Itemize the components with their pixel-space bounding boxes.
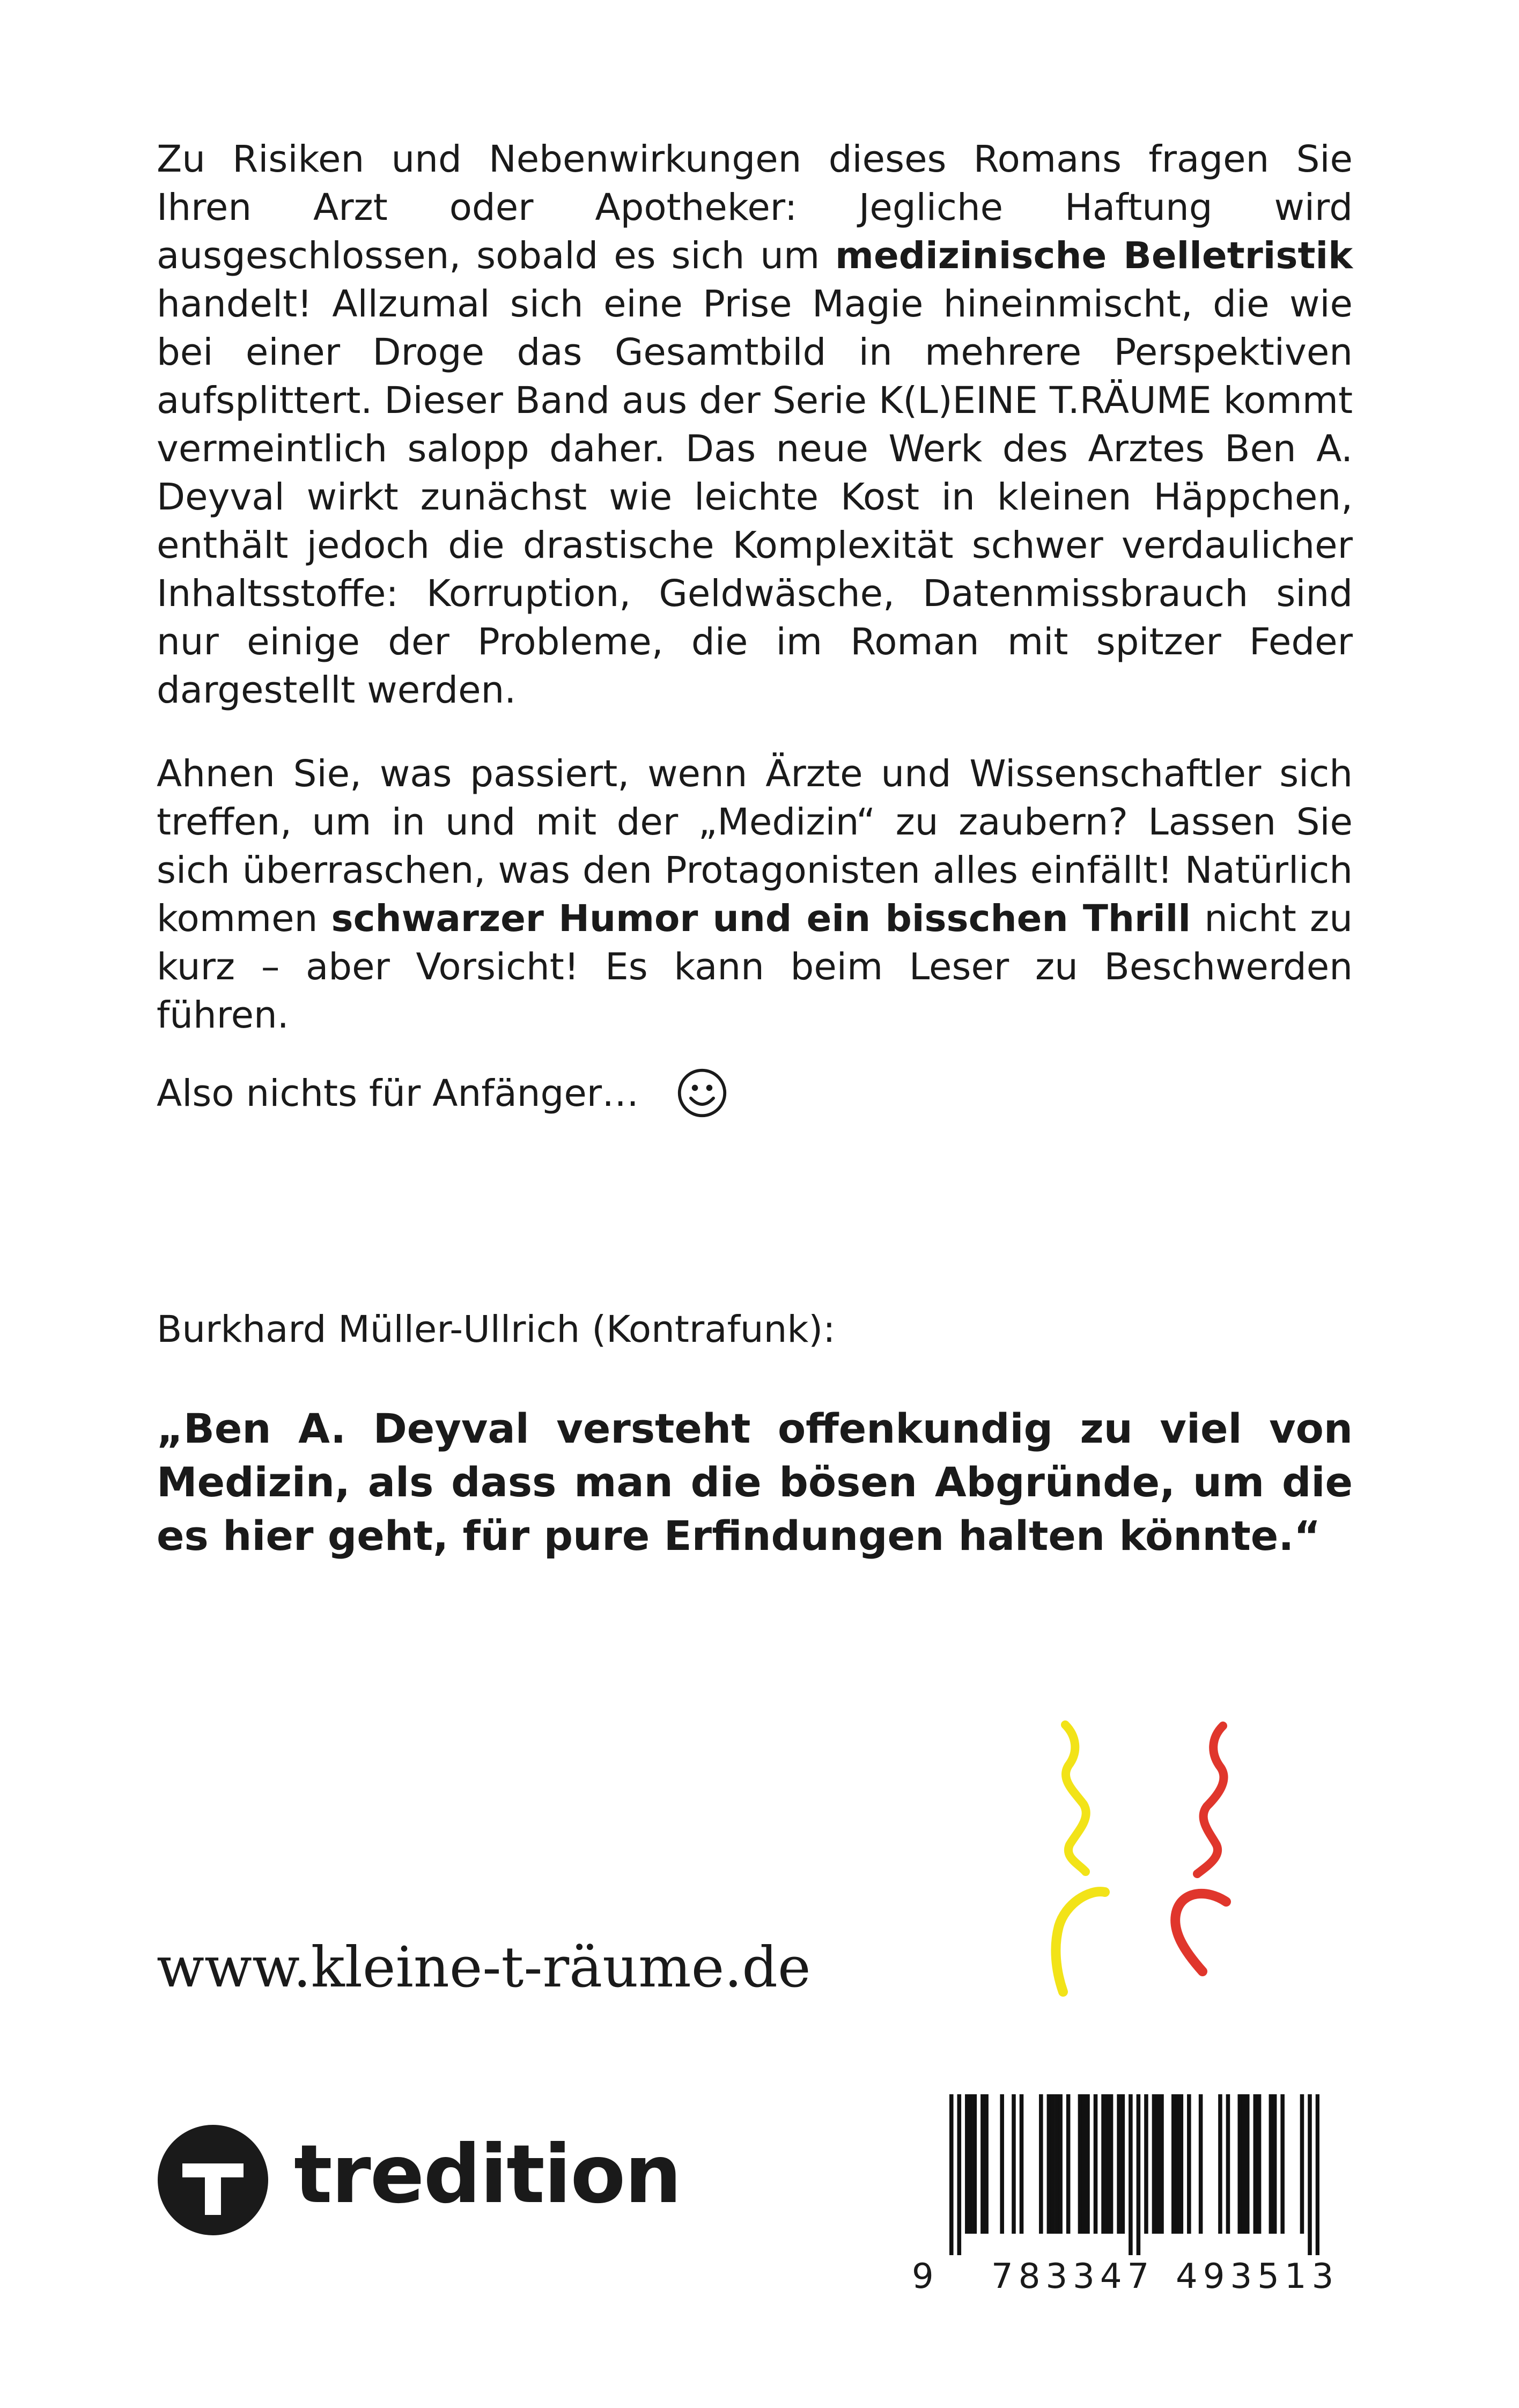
barcode-bar [1187, 2094, 1191, 2234]
barcode-bars [949, 2094, 1319, 2255]
barcode-bar [1020, 2094, 1024, 2234]
barcode-bar [1245, 2094, 1250, 2234]
barcode-bar [1160, 2094, 1164, 2234]
blurb-paragraph-2 [157, 750, 1353, 1039]
barcode-bar [1039, 2094, 1043, 2234]
barcode-bar [1047, 2094, 1051, 2234]
barcode-bar [1226, 2094, 1230, 2234]
barcode-bar [1086, 2094, 1090, 2234]
barcode-first-digit: 9 [912, 2257, 934, 2296]
barcode-bar [1117, 2094, 1121, 2234]
tredition-logo-icon [157, 2124, 269, 2236]
barcode-bar [1129, 2094, 1133, 2255]
barcode-bar [1152, 2094, 1156, 2234]
barcode-bar [1055, 2094, 1059, 2234]
blurb-p1-text-c: handelt! Allzumal sich eine Prise Magie hineinmischt, die wie bei einer Droge das Gesamtbild in mehrere Perspektiven aufsplittert. Dieser Band aus der Serie K(L)EINE T.RÄUME kommt vermeintlich salopp daher. Das neue Werk des Arztes Ben A. Deyval wirkt zunächst wie leichte Kost in kleinen Häppchen, enthält jedoch die drastische Komplexität schwer verdaulicher Inhaltsstoffe: Korruption, Geldwäsche, Datenmissbrauch sind nur einige der Probleme, die im Roman mit spitzer Feder dargestellt werden. [157, 283, 1353, 712]
barcode-bar [1316, 2094, 1319, 2255]
barcode-bar [1218, 2094, 1222, 2234]
barcode-bar [1109, 2094, 1114, 2234]
barcode-bar [1171, 2094, 1176, 2234]
blurb-p1-text-a: Zu Risiken und Nebenwirkungen dieses Romans fragen Sie Ihren Arzt oder Apotheker: Jegliche Haftung wird ausgeschlossen, sobald es sich um [157, 138, 1353, 277]
review-quote: „Ben A. Deyval versteht offenkundig zu viel von Medizin, als dass man die bösen Abgründe, um die es hier geht, für pure Erfindungen halten könnte.“ [157, 1405, 1353, 1560]
barcode-bar [1179, 2094, 1184, 2234]
barcode-right-digits: 493513 [1176, 2257, 1339, 2296]
barcode-bar [980, 2094, 985, 2234]
isbn-barcode [901, 2094, 1341, 2309]
smiley-icon [676, 1067, 728, 1119]
barcode-bar [1269, 2094, 1273, 2234]
review-author: Burkhard Müller-Ullrich (Kontrafunk): [157, 1308, 836, 1351]
blurb-paragraph-1 [157, 135, 1353, 714]
barcode-bar [973, 2094, 977, 2234]
barcode-bar [1308, 2094, 1312, 2255]
barcode-bar [1300, 2094, 1304, 2234]
barcode-bar [1253, 2094, 1258, 2234]
barcode-bar [1082, 2094, 1086, 2234]
barcode-bar [1101, 2094, 1105, 2234]
yellow-hook [1056, 1892, 1105, 1992]
barcode-bar [1012, 2094, 1016, 2234]
barcode-bar [965, 2094, 969, 2234]
yellow-squiggle [1065, 1725, 1086, 1872]
barcode-bar [969, 2094, 973, 2234]
red-squiggle [1197, 1726, 1224, 1874]
blurb-p2-bold: schwarzer Humor und ein bisschen Thrill [331, 897, 1191, 940]
barcode-bar [1121, 2094, 1125, 2234]
barcode-bar [984, 2094, 989, 2234]
blurb-p2-text-c: nicht zu kurz – aber Vorsicht! Es kann beim Leser zu Beschwerden führen. [157, 897, 1353, 1037]
blurb-paragraph-3 [157, 1067, 1353, 1119]
barcode-bar [957, 2094, 962, 2255]
blurb-p1-bold: medizinische Belletristik [835, 234, 1353, 277]
barcode-bar [1156, 2094, 1160, 2234]
barcode-bar [1105, 2094, 1110, 2234]
barcode-bar [1280, 2094, 1285, 2234]
blurb-p3-text: Also nichts für Anfänger… [157, 1072, 639, 1115]
barcode-bar [1078, 2094, 1082, 2234]
barcode-bar [1257, 2094, 1262, 2234]
barcode-bar [1066, 2094, 1071, 2234]
barcode-bar [1058, 2094, 1063, 2234]
barcode-bar [1051, 2094, 1055, 2234]
red-hook [1175, 1894, 1226, 1971]
barcode-bar [1273, 2094, 1277, 2234]
squiggle-illustration [1024, 1716, 1271, 2022]
barcode-bar [1237, 2094, 1242, 2234]
barcode-bar [1000, 2094, 1004, 2234]
barcode-bar [1137, 2094, 1141, 2255]
barcode-bar [1199, 2094, 1203, 2234]
publisher-name: tredition [294, 2128, 681, 2221]
barcode-bar [1144, 2094, 1148, 2234]
barcode-bar [949, 2094, 954, 2255]
barcode-bar [1242, 2094, 1246, 2234]
website-url: www.kleine-t-räume.de [157, 1934, 811, 2000]
barcode-bar [1175, 2094, 1179, 2234]
barcode-left-digits: 783347 [991, 2257, 1155, 2296]
barcode-bar [1094, 2094, 1098, 2234]
blurb-p2-text-a: Ahnen Sie, was passiert, wenn Ärzte und Wissenschaftler sich treffen, um in und mit der „Medizin“ zu zaubern? Lassen Sie sich überraschen, was den Protagonisten alles einfällt! Natürlich kommen [157, 752, 1353, 940]
